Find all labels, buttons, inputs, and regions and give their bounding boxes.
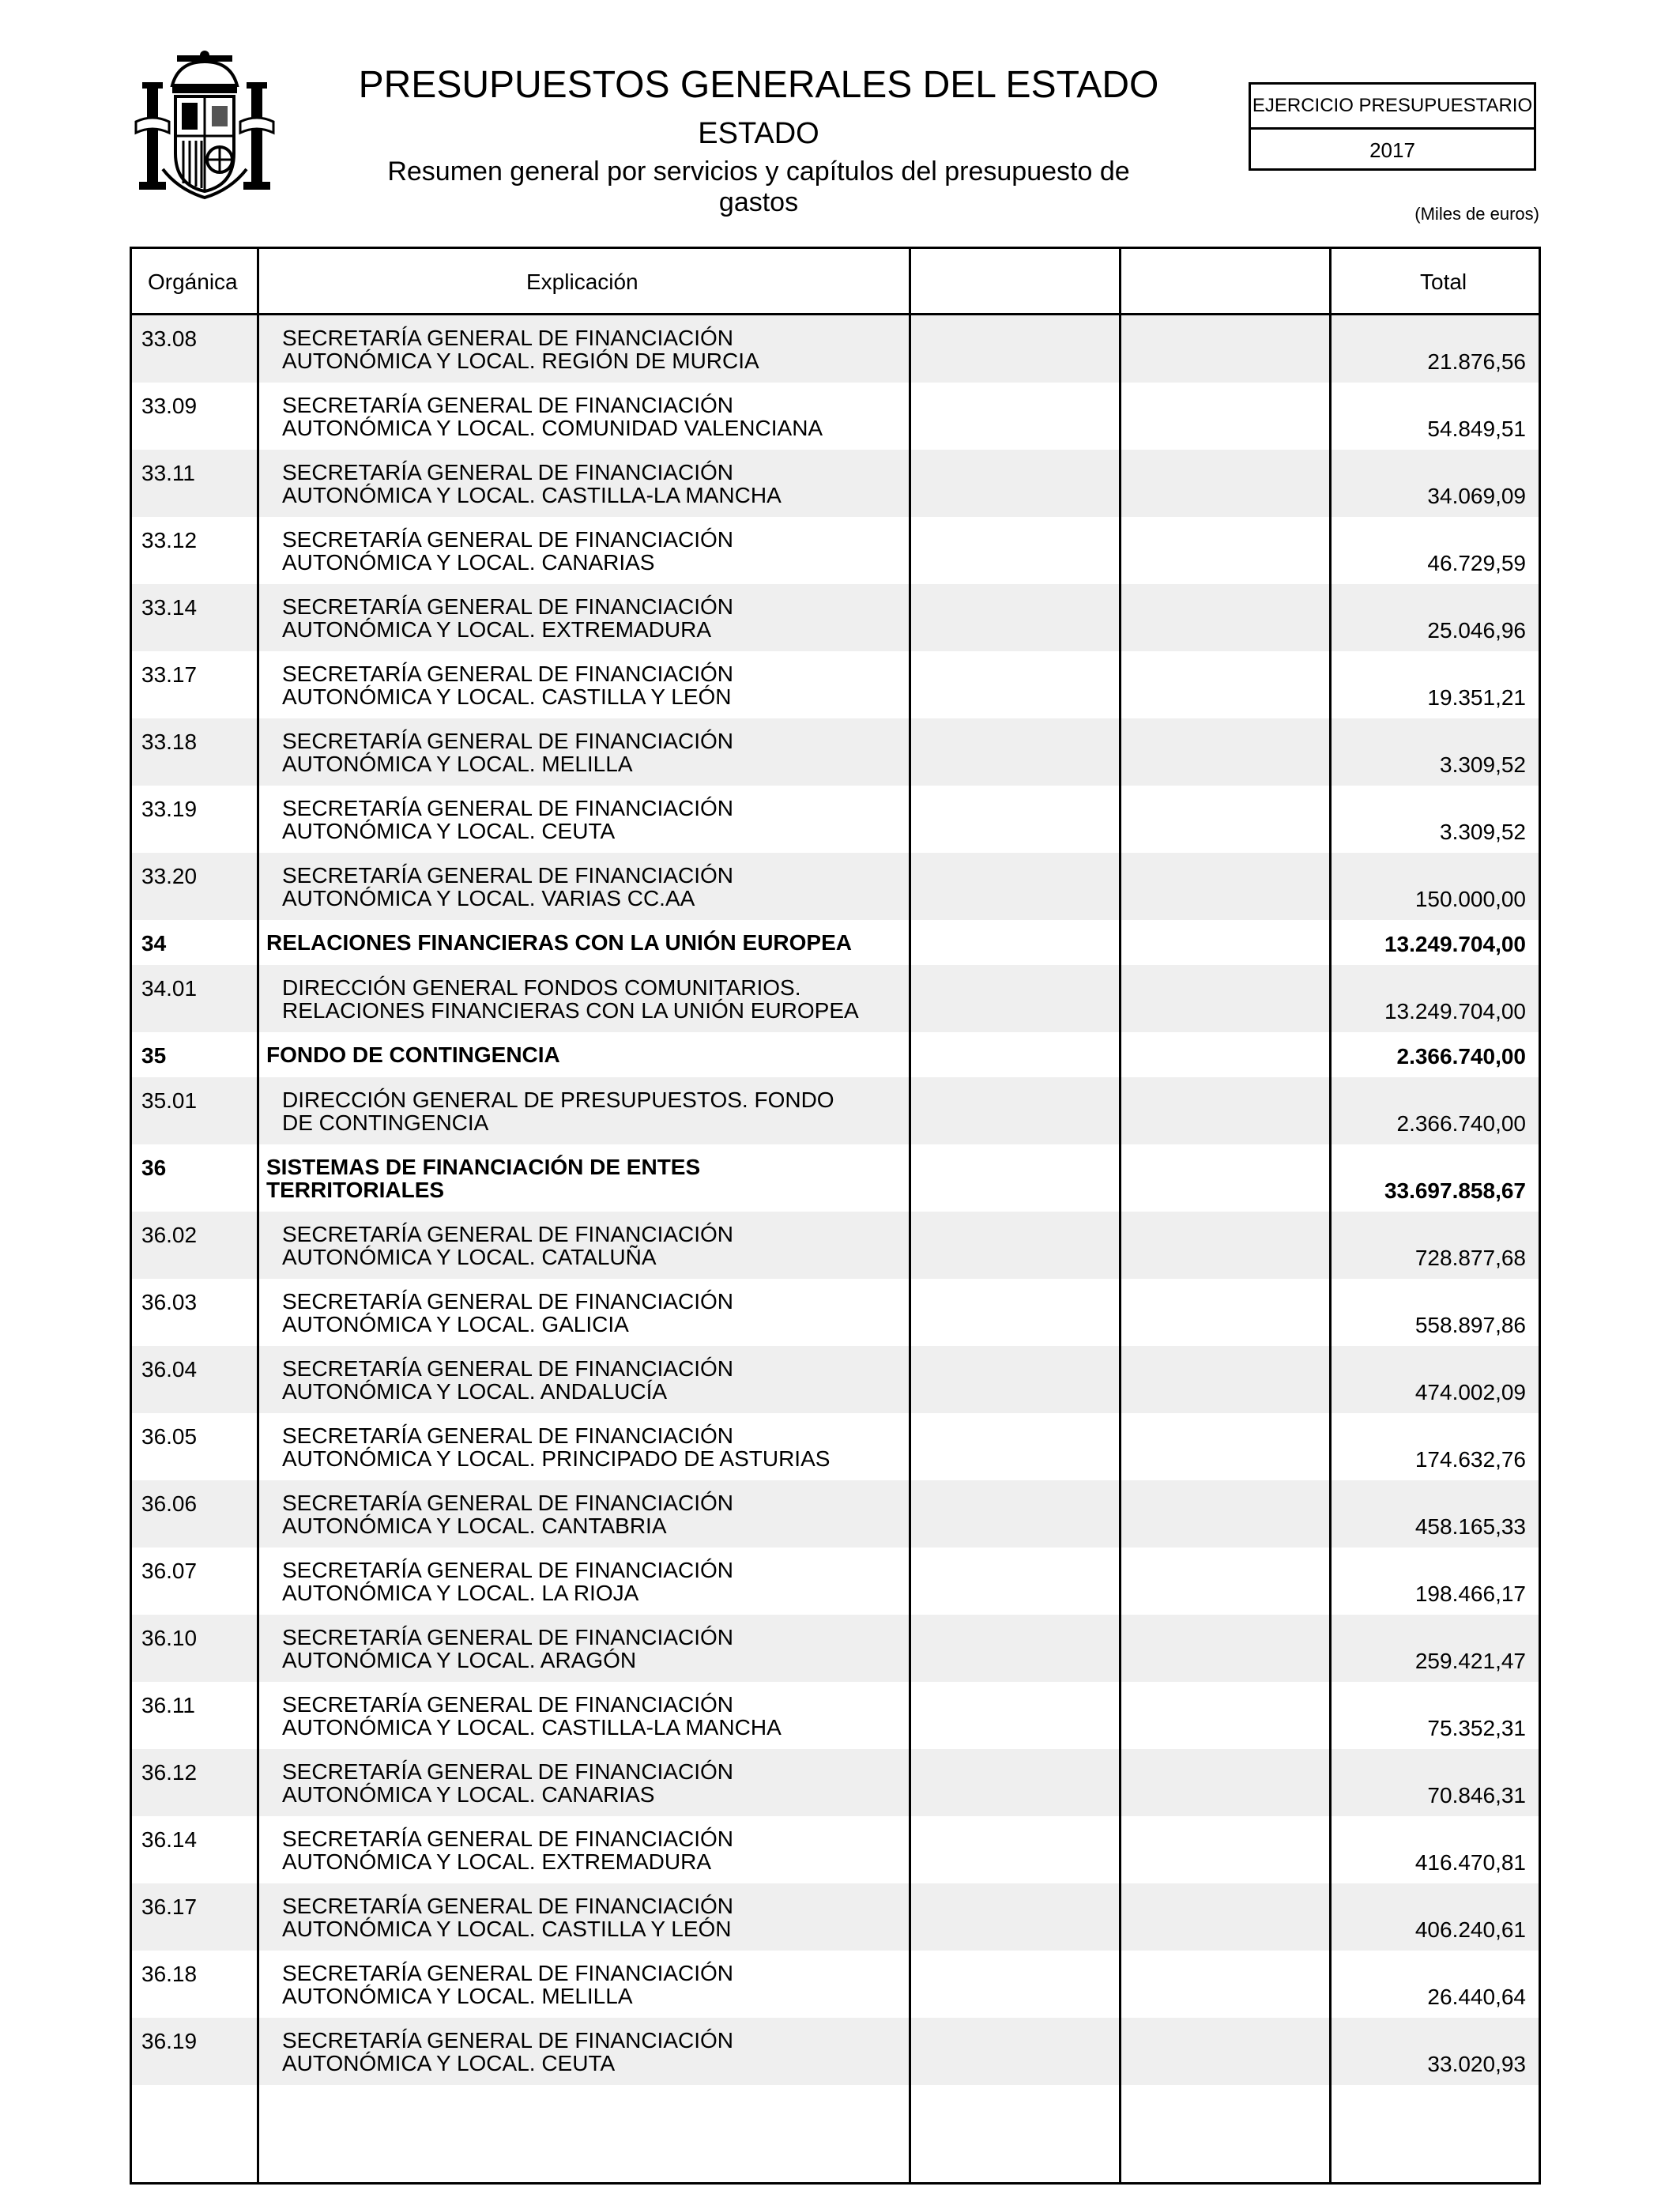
row-total: 728.877,68 bbox=[1414, 1246, 1526, 1270]
row-code: 35.01 bbox=[141, 1088, 198, 1113]
exercise-year: 2017 bbox=[1369, 138, 1415, 162]
table-row bbox=[132, 1547, 1539, 1615]
row-description-line: SECRETARÍA GENERAL DE FINANCIACIÓN bbox=[282, 460, 733, 484]
row-total: 3.309,52 bbox=[1440, 752, 1526, 777]
row-description-line: SECRETARÍA GENERAL DE FINANCIACIÓN bbox=[282, 1894, 733, 1918]
row-code: 36.05 bbox=[141, 1424, 198, 1449]
row-description-line: SECRETARÍA GENERAL DE FINANCIACIÓN bbox=[282, 527, 733, 552]
row-total: 150.000,00 bbox=[1414, 887, 1526, 911]
row-description-line: SISTEMAS DE FINANCIACIÓN DE ENTES bbox=[266, 1155, 701, 1179]
row-description-line: FONDO DE CONTINGENCIA bbox=[266, 1042, 560, 1067]
coat-of-arms-emblem bbox=[131, 51, 278, 205]
row-code: 33.11 bbox=[141, 461, 195, 485]
row-description-line: TERRITORIALES bbox=[266, 1178, 445, 1202]
table-row bbox=[132, 1749, 1539, 1816]
table-row bbox=[132, 584, 1539, 651]
row-code: 36.18 bbox=[141, 1962, 198, 1986]
table-row bbox=[132, 450, 1539, 517]
row-description-line: SECRETARÍA GENERAL DE FINANCIACIÓN bbox=[282, 1826, 733, 1851]
row-description bbox=[282, 1760, 733, 1806]
row-description bbox=[282, 2029, 733, 2075]
row-code: 33.12 bbox=[141, 528, 198, 552]
table-row bbox=[132, 1682, 1539, 1749]
table-row bbox=[132, 853, 1539, 920]
row-description-line: SECRETARÍA GENERAL DE FINANCIACIÓN bbox=[282, 729, 733, 753]
row-description bbox=[282, 662, 733, 708]
table-row bbox=[132, 965, 1539, 1032]
table-row bbox=[132, 1413, 1539, 1480]
row-description-line: SECRETARÍA GENERAL DE FINANCIACIÓN bbox=[282, 2028, 733, 2053]
row-total: 3.309,52 bbox=[1440, 820, 1526, 844]
row-code: 34.01 bbox=[141, 976, 198, 1001]
table-row bbox=[132, 1144, 1539, 1212]
row-total: 21.876,56 bbox=[1427, 349, 1526, 374]
row-description-line: AUTONÓMICA Y LOCAL. CASTILLA Y LEÓN bbox=[282, 1917, 732, 1941]
row-code: 36.04 bbox=[141, 1357, 198, 1382]
document-title: PRESUPUESTOS GENERALES DEL ESTADO bbox=[358, 64, 1159, 106]
row-description-line: SECRETARÍA GENERAL DE FINANCIACIÓN bbox=[282, 1222, 733, 1246]
document-subtitle: ESTADO bbox=[698, 117, 819, 150]
column-divider bbox=[1119, 249, 1121, 2182]
row-code: 36.02 bbox=[141, 1223, 198, 1247]
table-body bbox=[132, 315, 1539, 2085]
row-code: 36.07 bbox=[141, 1559, 198, 1583]
row-description-line: SECRETARÍA GENERAL DE FINANCIACIÓN bbox=[282, 1289, 733, 1314]
row-description-line: AUTONÓMICA Y LOCAL. CANTABRIA bbox=[282, 1514, 667, 1538]
table-row bbox=[132, 1883, 1539, 1951]
row-description-line: SECRETARÍA GENERAL DE FINANCIACIÓN bbox=[282, 1692, 733, 1717]
row-description bbox=[266, 1043, 560, 1066]
column-header-total: Total bbox=[1420, 270, 1467, 294]
row-description-line: AUTONÓMICA Y LOCAL. GALICIA bbox=[282, 1312, 629, 1336]
row-description bbox=[282, 976, 859, 1022]
row-description-line: SECRETARÍA GENERAL DE FINANCIACIÓN bbox=[282, 1558, 733, 1582]
table-row bbox=[132, 1212, 1539, 1279]
row-total: 34.069,09 bbox=[1427, 484, 1526, 508]
row-total: 259.421,47 bbox=[1414, 1649, 1526, 1673]
row-description-line: SECRETARÍA GENERAL DE FINANCIACIÓN bbox=[282, 594, 733, 619]
row-code: 33.17 bbox=[141, 662, 198, 687]
row-code: 33.09 bbox=[141, 394, 198, 418]
exercise-box bbox=[1249, 82, 1536, 171]
table-row bbox=[132, 2018, 1539, 2085]
row-total: 198.466,17 bbox=[1414, 1581, 1526, 1606]
row-description-line: AUTONÓMICA Y LOCAL. ANDALUCÍA bbox=[282, 1379, 668, 1404]
row-code: 34 bbox=[141, 931, 167, 956]
row-description bbox=[282, 797, 733, 843]
row-description bbox=[282, 1827, 733, 1873]
row-description-line: DIRECCIÓN GENERAL DE PRESUPUESTOS. FONDO bbox=[282, 1088, 834, 1112]
row-description-line: RELACIONES FINANCIERAS CON LA UNIÓN EUROPEA bbox=[282, 998, 859, 1023]
row-description-line: SECRETARÍA GENERAL DE FINANCIACIÓN bbox=[282, 863, 733, 888]
table-row bbox=[132, 1951, 1539, 2018]
row-description-line: SECRETARÍA GENERAL DE FINANCIACIÓN bbox=[282, 1961, 733, 1985]
row-code: 36.17 bbox=[141, 1894, 198, 1919]
table-row bbox=[132, 651, 1539, 718]
row-description bbox=[282, 528, 733, 574]
row-total: 558.897,86 bbox=[1414, 1313, 1526, 1337]
row-description bbox=[266, 931, 852, 954]
row-description-line: AUTONÓMICA Y LOCAL. EXTREMADURA bbox=[282, 617, 712, 642]
row-description bbox=[282, 1559, 733, 1604]
row-description-line: AUTONÓMICA Y LOCAL. MELILLA bbox=[282, 1984, 633, 2008]
row-total: 416.470,81 bbox=[1414, 1850, 1526, 1875]
table-row bbox=[132, 1816, 1539, 1883]
units-note: (Miles de euros) bbox=[1414, 204, 1539, 224]
exercise-label: EJERCICIO PRESUPUESTARIO bbox=[1251, 85, 1534, 130]
row-code: 33.14 bbox=[141, 595, 198, 620]
row-code: 36.06 bbox=[141, 1491, 198, 1516]
row-description bbox=[282, 394, 823, 439]
row-description-line: AUTONÓMICA Y LOCAL. EXTREMADURA bbox=[282, 1849, 712, 1874]
column-divider bbox=[257, 249, 259, 2182]
row-description bbox=[282, 729, 733, 775]
row-total: 174.632,76 bbox=[1414, 1447, 1526, 1472]
row-code: 33.18 bbox=[141, 729, 198, 754]
row-description bbox=[282, 1424, 830, 1470]
row-total: 406.240,61 bbox=[1414, 1917, 1526, 1942]
row-description bbox=[282, 326, 759, 372]
table-row bbox=[132, 1615, 1539, 1682]
table-row bbox=[132, 315, 1539, 383]
row-code: 36.03 bbox=[141, 1290, 198, 1314]
row-total: 13.249.704,00 bbox=[1384, 932, 1526, 956]
row-description-line: SECRETARÍA GENERAL DE FINANCIACIÓN bbox=[282, 393, 733, 417]
table-row bbox=[132, 718, 1539, 786]
row-code: 33.20 bbox=[141, 864, 198, 888]
row-total: 54.849,51 bbox=[1427, 417, 1526, 441]
row-total: 75.352,31 bbox=[1427, 1716, 1526, 1740]
row-description-line: AUTONÓMICA Y LOCAL. REGIÓN DE MURCIA bbox=[282, 349, 759, 373]
row-description bbox=[282, 461, 782, 507]
row-description-line: SECRETARÍA GENERAL DE FINANCIACIÓN bbox=[282, 1356, 733, 1381]
row-description-line: AUTONÓMICA Y LOCAL. ARAGÓN bbox=[282, 1648, 637, 1672]
row-code: 36.10 bbox=[141, 1626, 198, 1650]
column-divider bbox=[909, 249, 911, 2182]
row-description-line: AUTONÓMICA Y LOCAL. MELILLA bbox=[282, 752, 633, 776]
budget-table bbox=[130, 247, 1541, 2185]
row-code: 36.19 bbox=[141, 2029, 198, 2053]
row-description-line: RELACIONES FINANCIERAS CON LA UNIÓN EUROPEA bbox=[266, 930, 853, 955]
row-description-line: AUTONÓMICA Y LOCAL. VARIAS CC.AA bbox=[282, 886, 695, 910]
row-description-line: AUTONÓMICA Y LOCAL. CATALUÑA bbox=[282, 1245, 657, 1269]
row-description-line: SECRETARÍA GENERAL DE FINANCIACIÓN bbox=[282, 1491, 733, 1515]
row-code: 36.14 bbox=[141, 1827, 198, 1852]
row-description bbox=[282, 1357, 733, 1403]
row-description-line: AUTONÓMICA Y LOCAL. CEUTA bbox=[282, 2051, 616, 2075]
row-description bbox=[282, 1088, 834, 1134]
row-description-line: SECRETARÍA GENERAL DE FINANCIACIÓN bbox=[282, 662, 733, 686]
row-description-line: SECRETARÍA GENERAL DE FINANCIACIÓN bbox=[282, 1423, 733, 1448]
row-total: 474.002,09 bbox=[1414, 1380, 1526, 1404]
row-description-line: AUTONÓMICA Y LOCAL. LA RIOJA bbox=[282, 1581, 639, 1605]
row-description-line: AUTONÓMICA Y LOCAL. CEUTA bbox=[282, 819, 616, 843]
table-row bbox=[132, 517, 1539, 584]
table-row bbox=[132, 1032, 1539, 1077]
row-code: 36 bbox=[141, 1155, 167, 1180]
row-code: 35 bbox=[141, 1043, 167, 1068]
table-header bbox=[132, 249, 1539, 315]
table-row bbox=[132, 1279, 1539, 1346]
row-code: 33.19 bbox=[141, 797, 198, 821]
row-description-line: SECRETARÍA GENERAL DE FINANCIACIÓN bbox=[282, 1625, 733, 1649]
row-total: 46.729,59 bbox=[1427, 551, 1526, 575]
row-total: 25.046,96 bbox=[1427, 618, 1526, 643]
row-description bbox=[282, 1894, 733, 1940]
document-description: Resumen general por servicios y capítulos del presupuesto de gastos bbox=[387, 156, 1130, 217]
row-total: 33.697.858,67 bbox=[1384, 1178, 1526, 1203]
table-row bbox=[132, 920, 1539, 965]
table-row bbox=[132, 1480, 1539, 1547]
row-description bbox=[282, 1223, 733, 1269]
row-description-line: SECRETARÍA GENERAL DE FINANCIACIÓN bbox=[282, 796, 733, 820]
row-total: 26.440,64 bbox=[1427, 1985, 1526, 2009]
row-description-line: DE CONTINGENCIA bbox=[282, 1110, 489, 1135]
row-description-line: DIRECCIÓN GENERAL FONDOS COMUNITARIOS. bbox=[282, 975, 801, 1000]
row-total: 13.249.704,00 bbox=[1384, 999, 1526, 1023]
column-header-explicacion: Explicación bbox=[526, 270, 638, 294]
row-description-line: AUTONÓMICA Y LOCAL. CASTILLA-LA MANCHA bbox=[282, 483, 782, 507]
table-row bbox=[132, 383, 1539, 450]
row-description bbox=[282, 1626, 733, 1672]
row-total: 33.020,93 bbox=[1427, 2052, 1526, 2076]
row-total: 70.846,31 bbox=[1427, 1783, 1526, 1808]
row-code: 36.12 bbox=[141, 1760, 198, 1785]
row-description bbox=[282, 1962, 733, 2007]
row-description bbox=[282, 595, 733, 641]
column-header-organica: Orgánica bbox=[148, 270, 238, 294]
row-description bbox=[282, 864, 733, 910]
table-row bbox=[132, 786, 1539, 853]
row-description-line: SECRETARÍA GENERAL DE FINANCIACIÓN bbox=[282, 1759, 733, 1784]
row-code: 36.11 bbox=[141, 1693, 195, 1717]
row-total: 19.351,21 bbox=[1427, 685, 1526, 710]
row-description bbox=[282, 1693, 782, 1739]
row-total: 2.366.740,00 bbox=[1396, 1044, 1526, 1069]
table-row bbox=[132, 1077, 1539, 1144]
row-total: 458.165,33 bbox=[1414, 1514, 1526, 1539]
row-description-line: AUTONÓMICA Y LOCAL. COMUNIDAD VALENCIANA bbox=[282, 416, 823, 440]
row-description-line: AUTONÓMICA Y LOCAL. CASTILLA-LA MANCHA bbox=[282, 1715, 782, 1740]
row-total: 2.366.740,00 bbox=[1396, 1111, 1526, 1136]
row-description-line: AUTONÓMICA Y LOCAL. CANARIAS bbox=[282, 550, 655, 575]
row-description-line: AUTONÓMICA Y LOCAL. CASTILLA Y LEÓN bbox=[282, 684, 732, 709]
row-description bbox=[282, 1491, 733, 1537]
row-description-line: AUTONÓMICA Y LOCAL. CANARIAS bbox=[282, 1782, 655, 1807]
row-code: 33.08 bbox=[141, 326, 198, 351]
table-row bbox=[132, 1346, 1539, 1413]
row-description-line: SECRETARÍA GENERAL DE FINANCIACIÓN bbox=[282, 326, 733, 350]
row-description bbox=[266, 1155, 700, 1201]
row-description-line: AUTONÓMICA Y LOCAL. PRINCIPADO DE ASTURIAS bbox=[282, 1446, 831, 1471]
column-divider bbox=[1329, 249, 1332, 2182]
row-description bbox=[282, 1290, 733, 1336]
